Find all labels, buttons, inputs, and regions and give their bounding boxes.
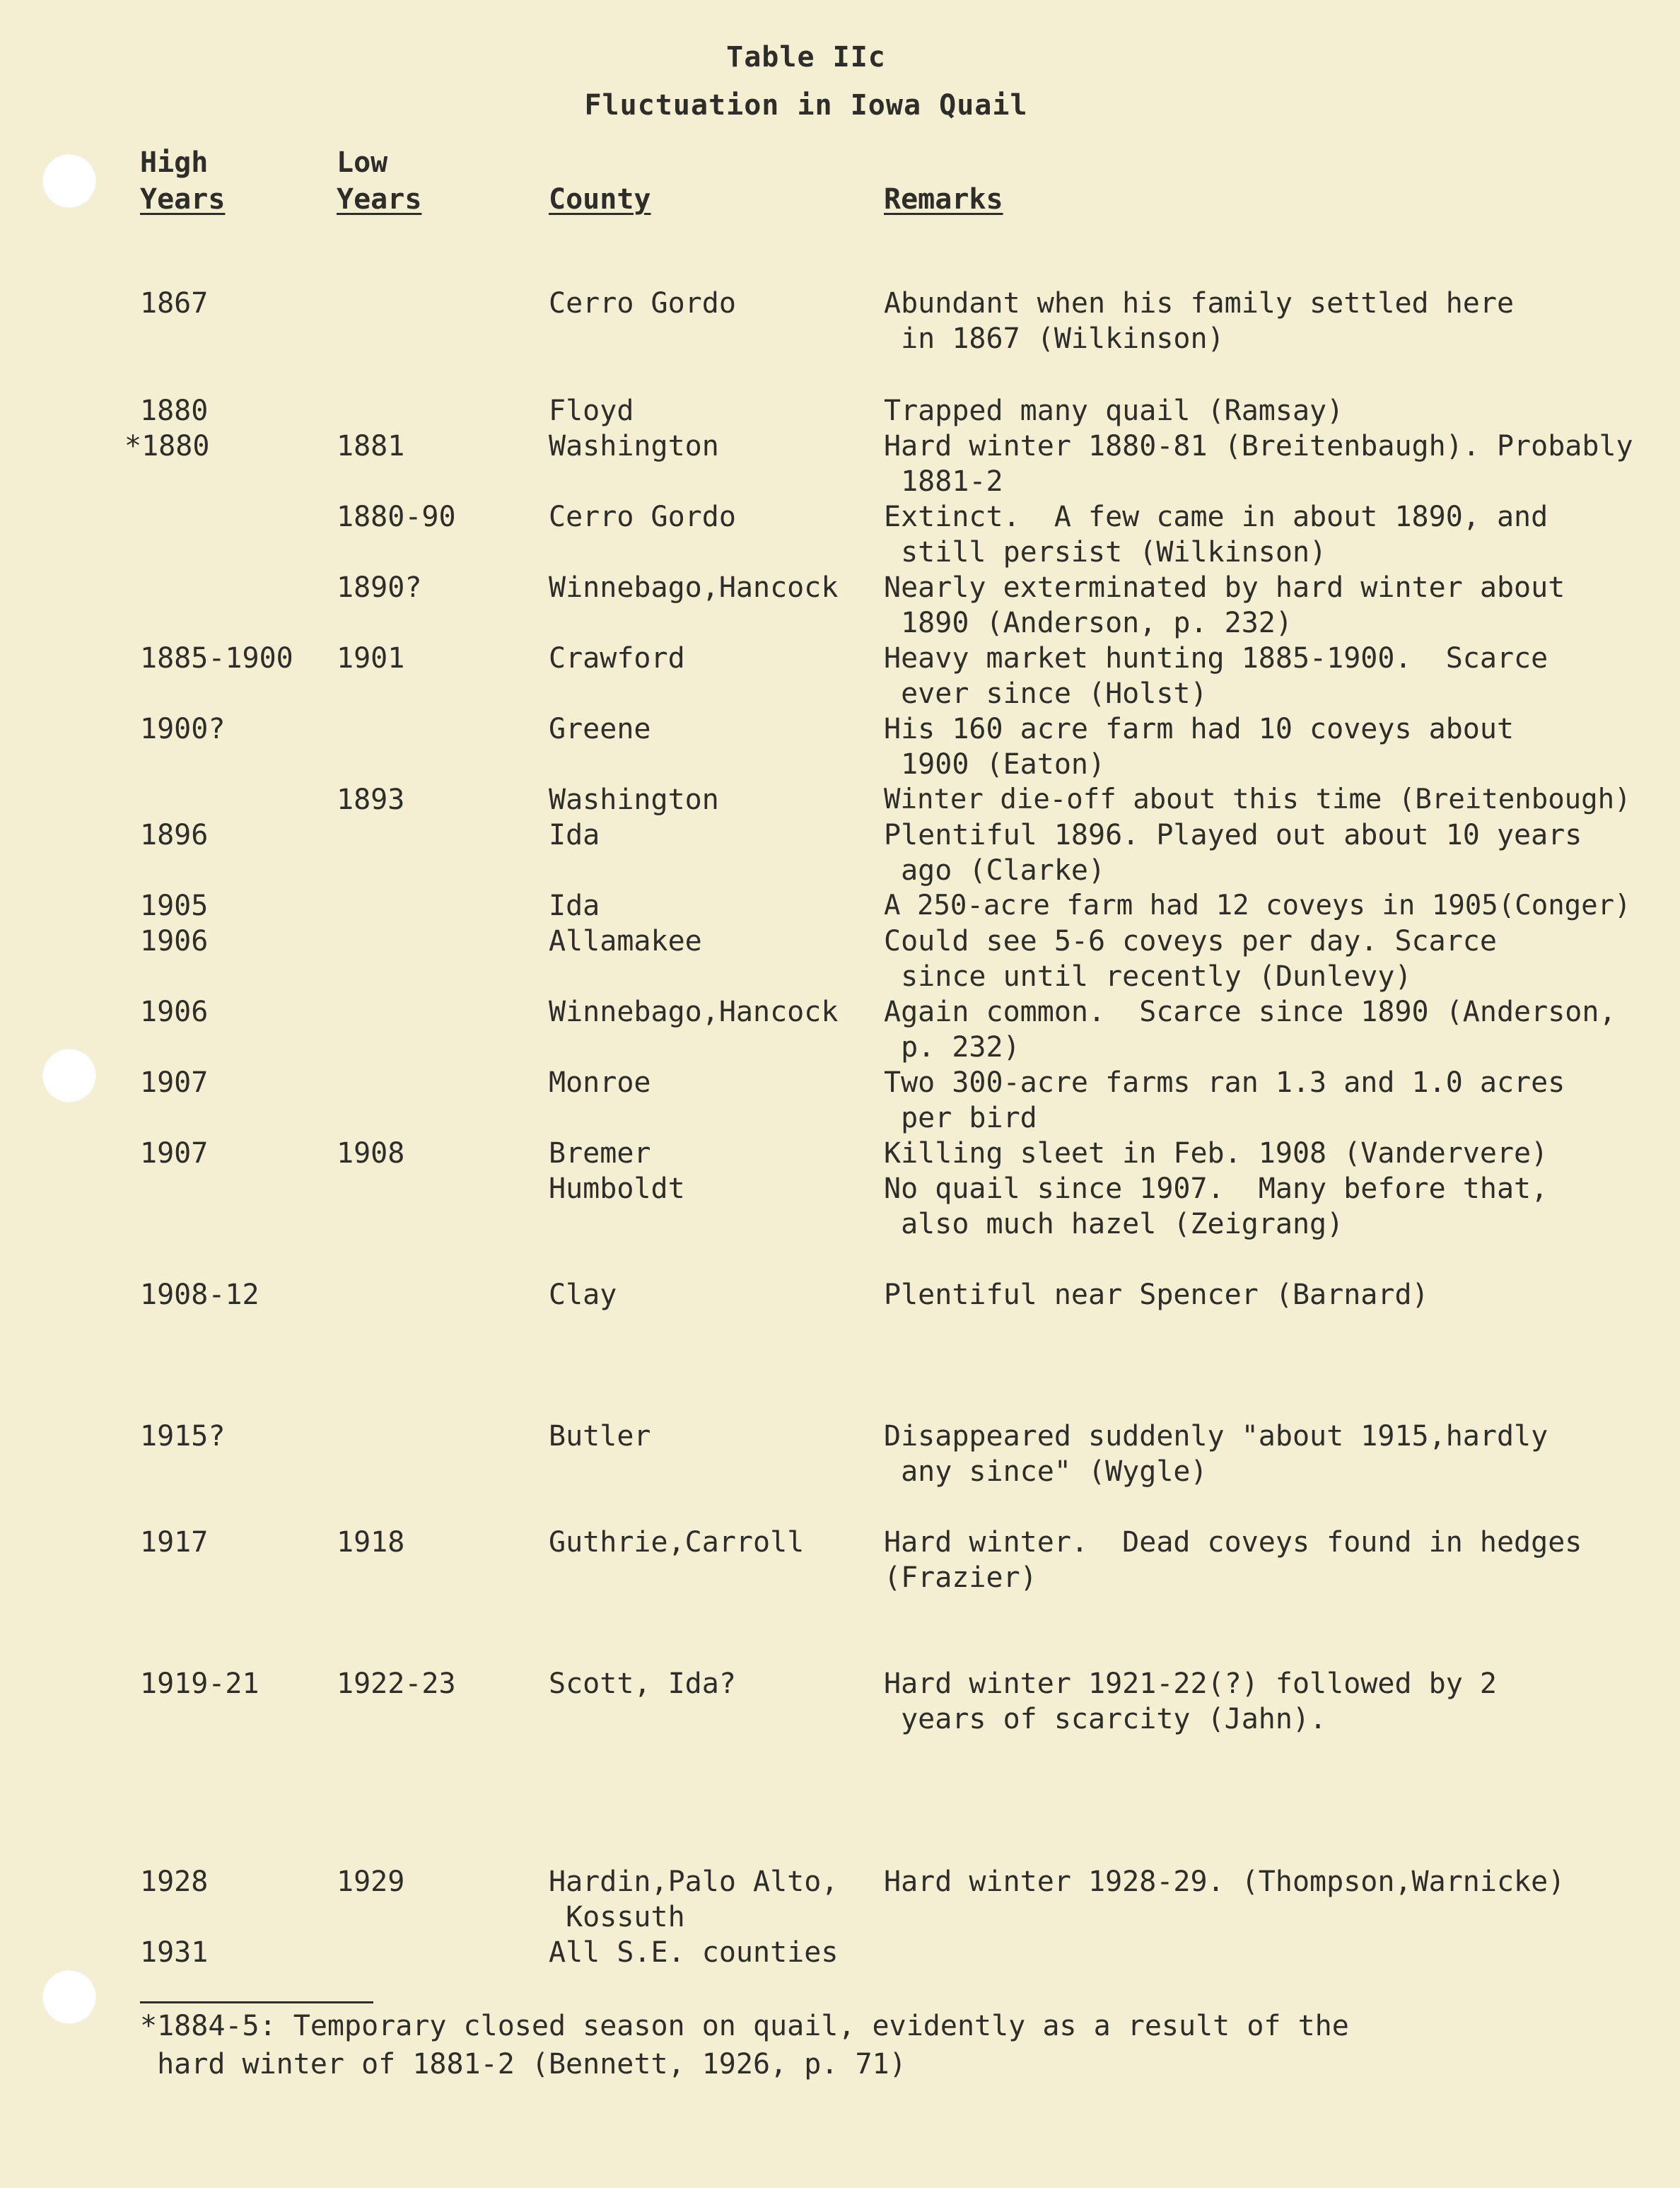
remarks-cell: Plentiful 1896. Played out about 10 years ago (Clarke) (884, 819, 1582, 887)
table-row (0, 1525, 1680, 1595)
remarks-cell: Killing sleet in Feb. 1908 (Vandervere) (884, 1137, 1548, 1170)
county-cell: Bremer (549, 1137, 651, 1170)
county-cell: Crawford (549, 642, 685, 675)
county-cell: Clay (549, 1279, 617, 1311)
high-years-cell: 1885-1900 (140, 642, 293, 675)
low-years-cell: 1880-90 (337, 501, 456, 533)
table-row (0, 924, 1680, 994)
low-years-cell: 1881 (337, 430, 405, 462)
county-cell: Ida (549, 819, 600, 851)
punch-hole-top (42, 154, 96, 208)
low-years-cell: 1890? (337, 571, 422, 604)
remarks-cell: Hard winter 1880-81 (Breitenbaugh). Probably 1881-2 (884, 430, 1633, 498)
low-years-cell: 1922-23 (337, 1668, 456, 1700)
high-years-cell: 1907 (140, 1137, 209, 1170)
low-years-cell: 1929 (337, 1866, 405, 1898)
header-remarks: Remarks (884, 183, 1003, 216)
high-years-cell: 1919-21 (140, 1668, 259, 1700)
table-row (0, 1065, 1680, 1136)
remarks-cell: Winter die-off about this time (Breitenbough) (884, 784, 1631, 815)
county-cell: Monroe (549, 1066, 651, 1099)
county-cell: Ida (549, 890, 600, 922)
high-years-cell: 1900? (140, 713, 226, 745)
county-cell: Washington (549, 430, 719, 462)
table-row (0, 1935, 1680, 2006)
remarks-cell: Hard winter 1921-22(?) followed by 2 years of scarcity (Jahn). (884, 1668, 1497, 1735)
low-years-cell: 1893 (337, 784, 405, 816)
footnote-divider (140, 2001, 373, 2003)
county-cell: Hardin,Palo Alto, Kossuth (549, 1866, 839, 1933)
low-years-cell: 1901 (337, 642, 405, 675)
remarks-cell: His 160 acre farm had 10 coveys about 1900 (Eaton) (884, 713, 1515, 781)
remarks-cell: A 250-acre farm had 12 coveys in 1905(Conger) (884, 890, 1631, 921)
county-cell: Butler (549, 1420, 651, 1453)
table-row (0, 429, 1680, 499)
remarks-cell: Hard winter. Dead coveys found in hedges (Frazier) (884, 1526, 1582, 1594)
high-years-cell: 1896 (140, 819, 209, 851)
table-row (0, 499, 1680, 570)
table-row (0, 641, 1680, 711)
table-row (0, 570, 1680, 641)
remarks-cell: Plentiful near Spencer (Barnard) (884, 1279, 1429, 1311)
county-cell: Floyd (549, 395, 634, 427)
remarks-cell: Abundant when his family settled here in 1867 (Wilkinson) (884, 287, 1515, 355)
county-cell: Cerro Gordo (549, 501, 736, 533)
high-years-cell: 1915? (140, 1420, 226, 1453)
remarks-cell: No quail since 1907. Many before that, also much hazel (Zeigrang) (884, 1172, 1548, 1240)
county-cell: Greene (549, 713, 651, 745)
remarks-cell: Again common. Scarce since 1890 (Anderson, p. 232) (884, 996, 1616, 1064)
remarks-cell: Hard winter 1928-29. (Thompson,Warnicke) (884, 1866, 1565, 1898)
high-years-cell: 1880 (140, 395, 209, 427)
county-cell: Scott, Ida? (549, 1668, 736, 1700)
table-row (0, 1419, 1680, 1489)
table-row (0, 286, 1680, 356)
table-row (0, 817, 1680, 888)
table-subtitle: Fluctuation in Iowa Quail (584, 89, 1028, 122)
high-years-cell: 1931 (140, 1936, 209, 1969)
remarks-cell: Two 300-acre farms ran 1.3 and 1.0 acres per bird (884, 1066, 1565, 1134)
high-years-cell: 1917 (140, 1526, 209, 1559)
county-cell: All S.E. counties (549, 1936, 839, 1969)
high-years-cell: 1907 (140, 1066, 209, 1099)
remarks-cell: Trapped many quail (Ramsay) (884, 395, 1344, 427)
county-cell: Allamakee (549, 925, 702, 958)
county-cell: Washington (549, 784, 719, 816)
high-years-cell: 1906 (140, 996, 209, 1028)
remarks-cell: Could see 5-6 coveys per day. Scarce since until recently (Dunlevy) (884, 925, 1497, 993)
remarks-cell: Extinct. A few came in about 1890, and still persist (Wilkinson) (884, 501, 1548, 569)
low-years-cell: 1918 (337, 1526, 405, 1559)
header-high-years: High Years (140, 146, 226, 216)
header-county: County (549, 183, 651, 216)
table-row (0, 1171, 1680, 1242)
remarks-cell: Nearly exterminated by hard winter about 1890 (Anderson, p. 232) (884, 571, 1565, 639)
table-row (0, 711, 1680, 782)
footnote: *1884-5: Temporary closed season on quail, evidently as a result of the hard winter of 1881-2 (Bennett, 1926, p. 71) (140, 2010, 1349, 2081)
table-row (0, 1277, 1680, 1348)
remarks-cell: Heavy market hunting 1885-1900. Scarce ever since (Holst) (884, 642, 1548, 710)
county-cell: Guthrie,Carroll (549, 1526, 805, 1559)
remarks-cell: Disappeared suddenly "about 1915,hardly any since" (Wygle) (884, 1420, 1548, 1488)
high-years-cell: 1905 (140, 890, 209, 922)
high-years-cell: *1880 (124, 430, 210, 462)
county-cell: Humboldt (549, 1172, 685, 1205)
high-years-cell: 1908-12 (140, 1279, 259, 1311)
high-years-cell: 1867 (140, 287, 209, 320)
table-row (0, 1666, 1680, 1737)
county-cell: Winnebago,Hancock (549, 996, 839, 1028)
table-title: Table IIc (726, 41, 886, 74)
county-cell: Cerro Gordo (549, 287, 736, 320)
low-years-cell: 1908 (337, 1137, 405, 1170)
county-cell: Winnebago,Hancock (549, 571, 839, 604)
table-row (0, 1864, 1680, 1935)
table-row (0, 994, 1680, 1065)
header-low-years: Low Years (337, 146, 422, 216)
high-years-cell: 1928 (140, 1866, 209, 1898)
high-years-cell: 1906 (140, 925, 209, 958)
